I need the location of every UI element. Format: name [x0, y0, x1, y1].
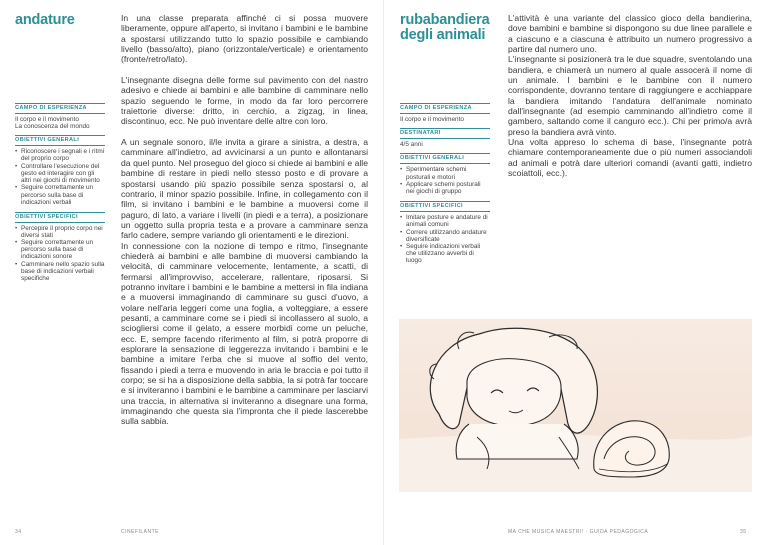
objective-item: • Imitare posture e andature di animali comuni [400, 214, 490, 228]
objective-item: • Riconoscere i segnali e i ritmi del proprio corpo [15, 148, 105, 162]
footer-title: CINEFILANTE [121, 529, 160, 535]
section-heading-obiettivi-generali: OBIETTIVI GENERALI [15, 135, 105, 146]
section-heading-obiettivi-specifici: OBIETTIVI SPECIFICI [400, 201, 490, 212]
objective-item: • Camminare nello spazio sulla base di indicazioni verbali specifiche [15, 261, 105, 282]
objective-item: • Seguire correttamente un percorso sulla base di indicazioni verbali [15, 184, 105, 205]
title-line: rubabandiera [400, 12, 490, 28]
footer-title: MA CHE MUSICA MAESTRI! · GUIDA PEDAGOGICA [508, 529, 649, 535]
body-paragraph: L'attività è una variante del classico gioco della bandierina, dove bambini e bambine si dispongono su due linee parallele e a ciascuno e a ciascuna è attribuito un numero progressivo a partire dal numero uno. [508, 13, 752, 55]
body-paragraph: In una classe preparata affinché ci si possa muovere liberamente, oppure all'aperto, si invitano i bambini e le bambine a spostarsi utilizzando tutto lo spazio possibile e cambiando livello (basso/alto), piano (orizzontale/verticale) e orientamento (fronte/retro/lato). [121, 13, 368, 65]
body-paragraph: L'insegnante disegna delle forme sul pavimento con del nastro adesivo e chiede ai bambini e alle bambine di camminare nello spazio seguendo le forme, in modo da far loro percorrere traiettorie diverse: dritto, in cerchio, a zigzag, in linea, discontinuo, ecc. Ne può inventare delle altre con loro. [121, 75, 368, 127]
destinatari-list [400, 141, 490, 148]
child-illustration [399, 319, 752, 492]
campo-list [400, 116, 490, 123]
objective-item: • Sperimentare schemi posturali e motori [400, 166, 490, 180]
activity-title [400, 13, 489, 43]
body-paragraph: L'insegnante si posizionerà tra le due squadre, sventolando una bandiera, e chiamerà un numero al quale assocerà il nome di un animale. I bambini e le bambine con il numero corrispondente, dovranno tentare di raggiungere e acchiappare la bandiera imitando l'andatura dell'animale nominato dall'insegnante (ad esempio camminando all'indietro come il gambero, saltando come il canguro ecc.). Chi per primo/a avrà preso la bandiera avrà vinto. [508, 54, 752, 137]
generali-list [400, 166, 490, 195]
campo-item: Il corpo e il movimento [15, 116, 79, 124]
title-line: degli animali [400, 27, 486, 43]
destinatari-item: 4/5 anni [400, 141, 423, 149]
section-heading-destinatari: DESTINATARI [400, 128, 490, 139]
body-paragraph: Una volta appreso lo schema di base, l'insegnante potrà chiamare contemporaneamente due o più numeri associandoli ad animali e potrà dare ulteriori comandi (avanti gatti, indietro scoiattoli, ecc.). [508, 137, 752, 179]
specifici-list [15, 225, 105, 282]
campo-list [15, 116, 105, 130]
objective-item: • Seguire correttamente un percorso sulla base di indicazioni sonore [15, 239, 105, 260]
specifici-list [400, 214, 490, 264]
objective-item: • Correre utilizzando andature diversificate [400, 229, 490, 243]
activity-body [121, 13, 368, 427]
objective-item: • Controllare l'esecuzione del gesto ed interagire con gli altri nei giochi di movimento [15, 163, 105, 184]
objective-item: • Applicare schemi posturali nei giochi di gruppo [400, 181, 490, 195]
activity-title: andature [15, 12, 75, 28]
campo-item: Il corpo e il movimento [400, 116, 464, 124]
activity-body [508, 13, 752, 179]
page-number: 34 [15, 529, 22, 535]
campo-item: La conoscenza del mondo [15, 123, 90, 131]
objective-item: • Percepire il proprio corpo nei diversi stati [15, 225, 105, 239]
generali-list [15, 148, 105, 205]
section-heading-obiettivi-generali: OBIETTIVI GENERALI [400, 153, 490, 164]
section-heading-obiettivi-specifici: OBIETTIVI SPECIFICI [15, 212, 105, 223]
body-paragraph: In connessione con la nozione di tempo e ritmo, l'insegnante chiederà ai bambini e alle bambine di muoversi cambiando la velocità, di camminare velocemente, lentamente, a scatti, di fermarsi all'improvviso, accelerare, rallentare, riposarsi. Si potranno invitare i bambini e le bambine a mettersi in fila indiana e a muoversi immaginando di camminare su gusci d'uovo, a volare nell'aria leggeri come una foglia, a volteggiare, a essere pesanti, a camminare come se i piedi si incollassero al suolo, a sciogliersi come il gelato, a essere morbidi come un peluche, ecc. E, sempre facendo riferimento al film, si potrà proporre di esplorare la sensazione di leggerezza invitando i bambini e le bambine a imitare l'erba che si muove al soffio del vento, fissando i piedi a terra e muovendo in aria le braccia e poi tutto il corpo; se si ha a disposizione della sabbia, la si potrà far toccare e si inviteranno i bambini e le bambine a camminare per lasciarvi una traccia, in alternativa si inviteranno a disegnare una forma, immaginando che questa sia l'impronta che il piede lascerebbe sulla sabbia. [121, 240, 368, 427]
section-heading-campo: CAMPO DI ESPERIENZA [15, 103, 105, 114]
section-heading-campo: CAMPO DI ESPERIENZA [400, 103, 490, 114]
objectives-sidebar [400, 103, 490, 270]
body-paragraph: A un segnale sonoro, il/le invita a girare a sinistra, a destra, a camminare all'indietro, ad avvicinarsi a un punto e allontanarsi da quel punto. Nel proseguo del gioco si chiede ai bambini e alle bambine di restare in piedi nello stesso posto e di provare a spostarsi usando più spazio possibile senza spostarsi o, al contrario, il minor spazio possibile. Infine, in collegamento con il film, si invitano i bambini e le bambine a muoversi come il paguro, di lato, a variare i livelli (in piedi e a terra), a posizionare un oggetto sulla propria testa e a provare a camminare senza farlo cadere, sempre variando gli orientamenti e le direzioni. [121, 137, 368, 241]
objective-item: • Seguire indicazioni verbali che utilizzano avverbi di luogo [400, 243, 490, 264]
objectives-sidebar [15, 103, 105, 288]
page-number: 35 [740, 529, 747, 535]
